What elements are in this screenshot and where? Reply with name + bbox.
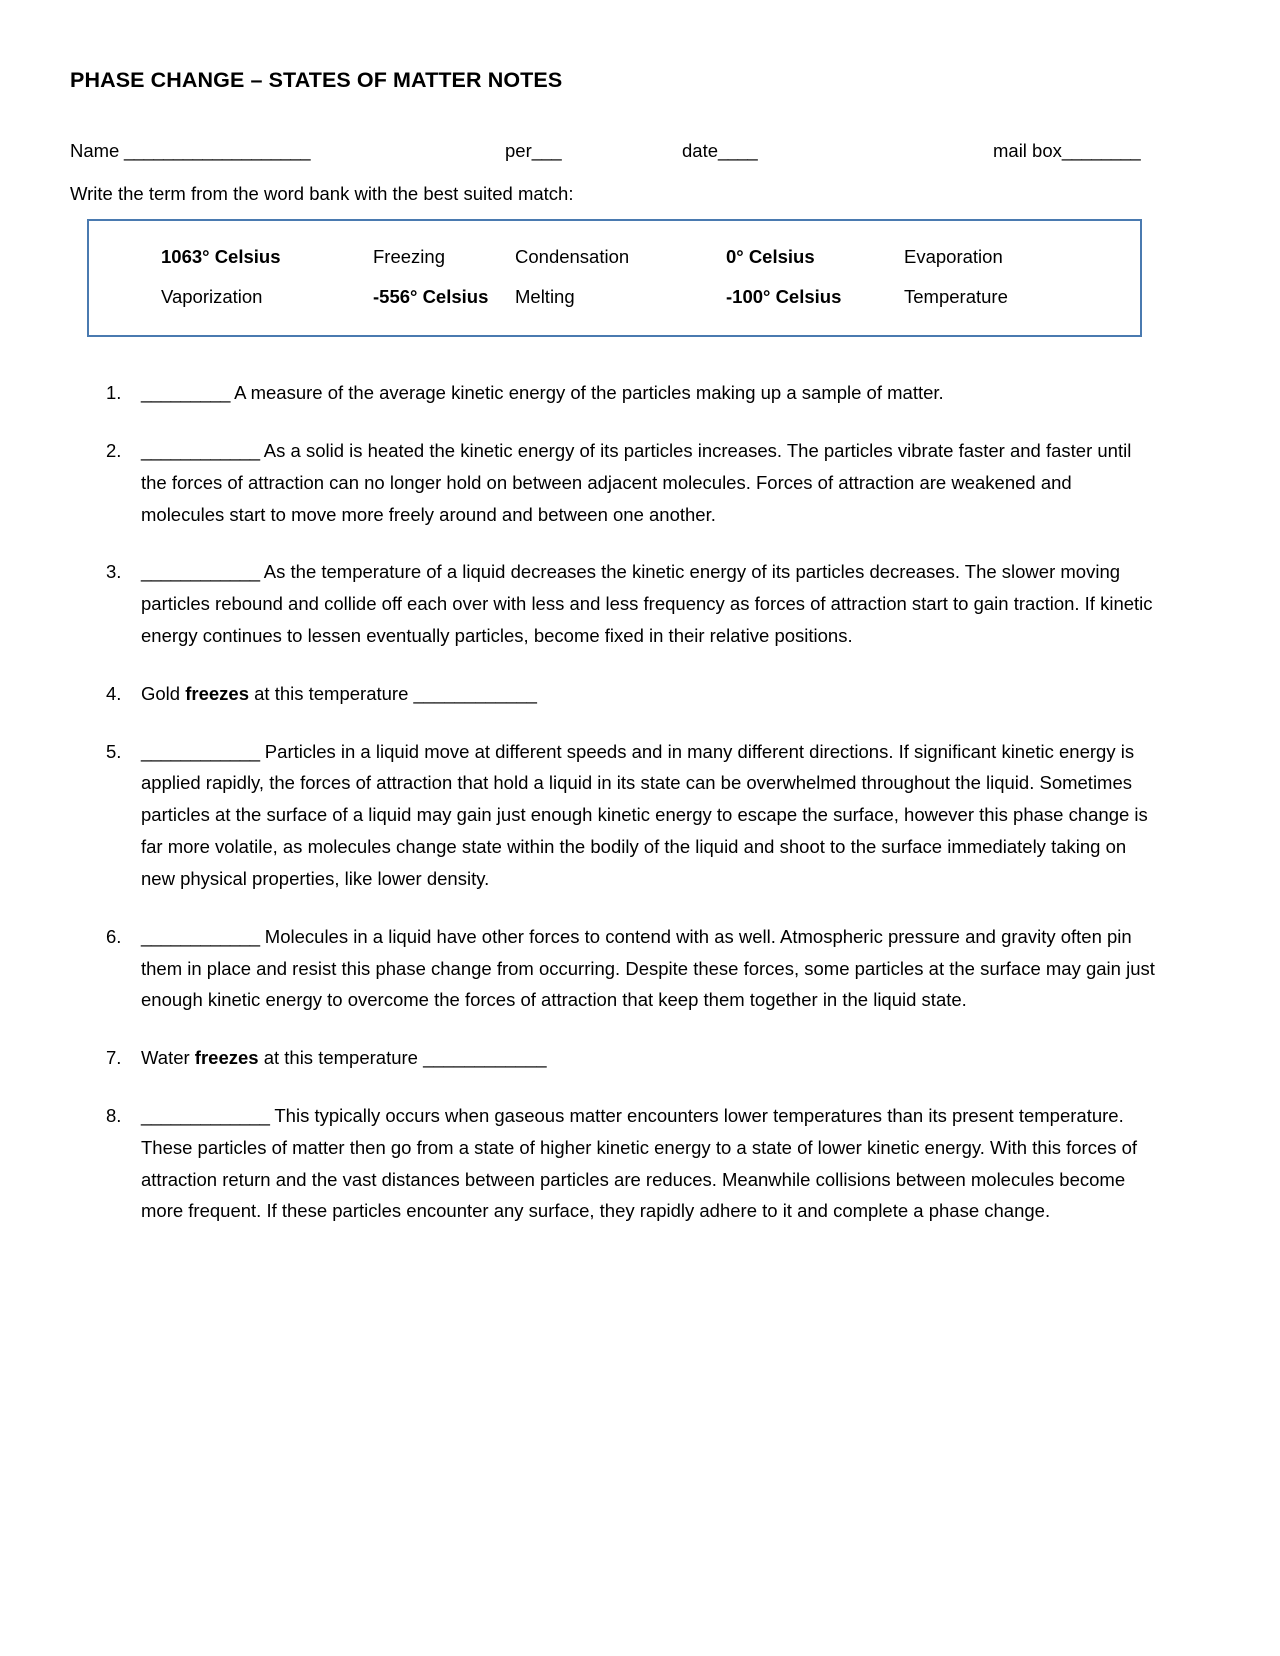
question-item bbox=[70, 678, 1160, 710]
question-text: As a solid is heated the kinetic energy of its particles increases. The particles vibrate faster and faster until the forces of attraction can no longer hold on between adjacent molecules. Forces of attraction are weakened and molecules start to move more freely around and between one another. bbox=[141, 439, 1132, 525]
question-number: 8. bbox=[106, 1104, 122, 1126]
answer-blank[interactable]: _____________ bbox=[141, 1104, 270, 1126]
question-text: As the temperature of a liquid decreases the kinetic energy of its particles decreases. The slower moving particles rebound and collide off each over with less and less frequency as forces of attraction start to gain traction. If kinetic energy continues to lessen eventually particles, become fixed in their relative positions. bbox=[141, 561, 1153, 647]
date-blank: ____ bbox=[718, 139, 758, 161]
answer-blank[interactable]: ____________ bbox=[141, 925, 260, 947]
question-item bbox=[70, 377, 1160, 409]
answer-blank[interactable]: ____________ bbox=[141, 740, 260, 762]
period-label: per bbox=[505, 139, 532, 161]
question-emphasis: freezes bbox=[185, 682, 249, 704]
question-item bbox=[70, 1042, 1160, 1074]
word-bank-term[interactable]: Evaporation bbox=[904, 245, 1003, 267]
question-number: 5. bbox=[106, 740, 122, 762]
date-field[interactable] bbox=[682, 140, 757, 162]
question-item bbox=[70, 736, 1160, 895]
question-prefix: Gold bbox=[141, 682, 186, 704]
word-bank-term[interactable]: Melting bbox=[515, 285, 575, 307]
word-bank-indent bbox=[89, 286, 161, 308]
mailbox-blank: ________ bbox=[1061, 139, 1141, 161]
name-field[interactable] bbox=[70, 140, 310, 162]
word-bank bbox=[87, 219, 1142, 337]
word-bank-term[interactable]: 1063° Celsius bbox=[161, 245, 281, 267]
question-number: 1. bbox=[106, 382, 122, 404]
mailbox-field[interactable] bbox=[993, 140, 1140, 162]
word-bank-term[interactable]: Condensation bbox=[515, 245, 630, 267]
question-number: 7. bbox=[106, 1047, 122, 1069]
question-text: A measure of the average kinetic energy of the particles making up a sample of matter. bbox=[230, 382, 944, 404]
question-prefix: Water bbox=[141, 1047, 195, 1069]
question-emphasis: freezes bbox=[194, 1047, 259, 1069]
word-bank-row bbox=[89, 277, 1140, 317]
question-number: 3. bbox=[106, 561, 122, 583]
question-item bbox=[70, 435, 1160, 530]
question-list bbox=[70, 377, 1160, 1227]
period-field[interactable] bbox=[505, 140, 561, 162]
word-bank-term[interactable]: Vaporization bbox=[161, 285, 263, 307]
question-text: This typically occurs when gaseous matter encounters lower temperatures than its present temperature. These particles of matter then go from a state of higher kinetic energy to a state of lower kinetic energy. With this forces of attraction return and the vast distances between particles are reduces. Meanwhile collisions between molecules become more frequent. If these particles encounter any surface, they rapidly adhere to it and complete a phase change. bbox=[141, 1104, 1138, 1222]
student-info-row bbox=[70, 140, 1160, 170]
instruction-text: Write the term from the word bank with the best suited match: bbox=[70, 182, 574, 204]
question-text: Particles in a liquid move at different speeds and in many different directions. If significant kinetic energy is applied rapidly, the forces of attraction that hold a liquid in its state can be overwhelmed throughout the liquid. Sometimes particles at the surface of a liquid may gain just enough kinetic energy to escape the surface, however this phase change is far more volatile, as molecules change state within the bodily of the liquid and shoot to the surface immediately taking on new physical properties, like lower density. bbox=[141, 740, 1148, 889]
question-number: 6. bbox=[106, 925, 122, 947]
word-bank-term[interactable]: -100° Celsius bbox=[726, 285, 842, 307]
date-label: date bbox=[682, 139, 719, 161]
answer-blank[interactable]: ____________ bbox=[141, 561, 260, 583]
word-bank-term[interactable]: Temperature bbox=[904, 285, 1008, 307]
answer-blank[interactable]: ____________ bbox=[141, 439, 260, 461]
mailbox-label: mail box bbox=[993, 139, 1062, 161]
word-bank-term[interactable]: Freezing bbox=[373, 245, 445, 267]
question-item bbox=[70, 921, 1160, 1016]
question-number: 4. bbox=[106, 682, 122, 704]
question-number: 2. bbox=[106, 439, 122, 461]
page-title: PHASE CHANGE – STATES OF MATTER NOTES bbox=[70, 68, 563, 92]
name-blank: ___________________ bbox=[119, 139, 310, 161]
question-item bbox=[70, 556, 1160, 651]
word-bank-term[interactable]: 0° Celsius bbox=[726, 245, 815, 267]
word-bank-row bbox=[89, 237, 1140, 277]
question-text: at this temperature ____________ bbox=[258, 1047, 547, 1069]
word-bank-term[interactable]: -556° Celsius bbox=[373, 285, 489, 307]
answer-blank[interactable]: _________ bbox=[141, 382, 230, 404]
word-bank-indent bbox=[89, 246, 161, 268]
question-text: Molecules in a liquid have other forces to contend with as well. Atmospheric pressure and gravity often pin them in place and resist this phase change from occurring. Despite these forces, some particles at the surface may gain just enough kinetic energy to overcome the forces of attraction that keep them together in the liquid state. bbox=[141, 925, 1155, 1011]
period-blank: ___ bbox=[531, 139, 562, 161]
question-item bbox=[70, 1100, 1160, 1227]
name-label: Name bbox=[70, 139, 120, 161]
question-text: at this temperature ____________ bbox=[248, 682, 537, 704]
